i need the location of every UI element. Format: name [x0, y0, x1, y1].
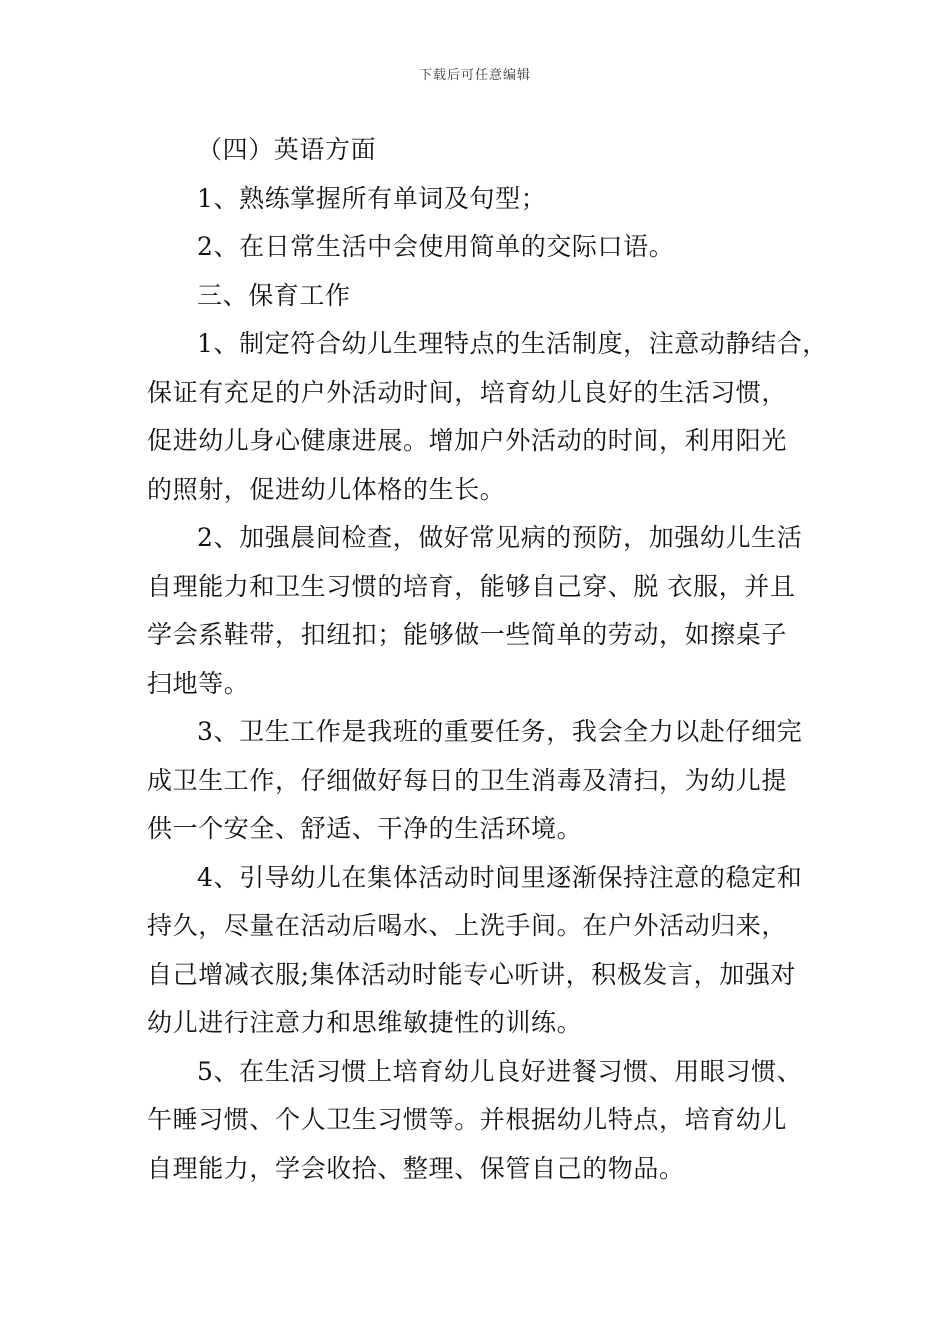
paragraph-line: 1、制定符合幼儿生理特点的生活制度，注意动静结合， [197, 329, 828, 358]
paragraph-line: 自己增减衣服;集体活动时能专心听讲，积极发言，加强对 [147, 959, 797, 989]
paragraph-line: 5、在生活习惯上培育幼儿良好进餐习惯、用眼习惯、 [197, 1056, 803, 1086]
paragraph-line: 扫地等。 [147, 668, 250, 698]
paragraph-line: 保证有充足的户外活动时间，培育幼儿良好的生活习惯， [147, 377, 788, 407]
paragraph-line: 4、引导幼儿在集体活动时间里逐渐保持注意的稳定和 [197, 862, 803, 892]
care-paragraph-3 [147, 708, 817, 854]
care-paragraph-2 [147, 514, 817, 708]
paragraph-line: 2、加强晨间检查，做好常见病的预防，加强幼儿生活 [197, 523, 803, 552]
care-paragraph-4 [147, 854, 817, 1048]
section-heading-care: 三、保育工作 [197, 280, 351, 310]
care-paragraph-1 [147, 320, 828, 514]
page-header: 下载后可任意编辑 [418, 68, 531, 83]
paragraph-line: 学会系鞋带，扣纽扣；能够做一些简单的劳动，如擦桌子 [147, 620, 788, 649]
document-body [147, 126, 828, 1193]
paragraph-line: 自理能力和卫生习惯的培育，能够自己穿、脱 衣服，并且 [147, 571, 796, 601]
paragraph-line: 促进幼儿身心健康进展。增加户外活动的时间，利用阳光 [147, 426, 788, 455]
paragraph-line: 成卫生工作，仔细做好每日的卫生消毒及清扫，为幼儿提 [147, 765, 788, 795]
paragraph-line: 持久，尽量在活动后喝水、上洗手间。在户外活动归来， [147, 911, 788, 940]
paragraph-line: 供一个安全、舒适、干净的生活环境。 [147, 814, 583, 843]
section-heading-english: （四）英语方面 [197, 135, 377, 164]
english-item-2: 2、在日常生活中会使用简单的交际口语。 [197, 232, 675, 261]
paragraph-line: 自理能力，学会收拾、整理、保管自己的物品。 [147, 1153, 685, 1183]
care-paragraph-5 [147, 1048, 817, 1194]
paragraph-line: 午睡习惯、个人卫生习惯等。并根据幼儿特点，培育幼儿 [147, 1105, 788, 1134]
paragraph-line: 3、卫生工作是我班的重要任务，我会全力以赴仔细完 [197, 717, 803, 746]
paragraph-line: 的照射，促进幼儿体格的生长。 [147, 474, 506, 504]
english-item-1: 1、熟练掌握所有单词及句型； [197, 183, 547, 213]
paragraph-line: 幼儿进行注意力和思维敏捷性的训练。 [147, 1008, 583, 1037]
